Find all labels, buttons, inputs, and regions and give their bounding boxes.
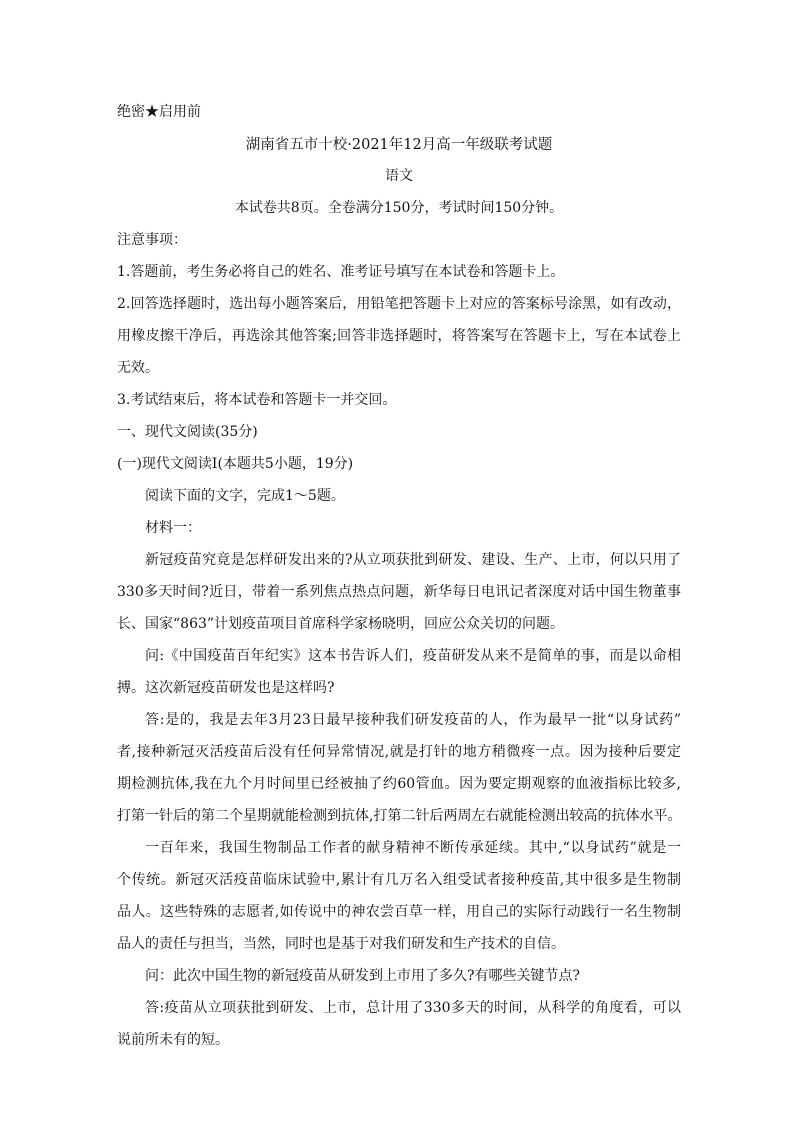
body-line: 新冠疫苗究竟是怎样研发出来的?从立项获批到研发、建设、生产、上市，何以只用了 xyxy=(145,552,681,568)
body-line: 答:疫苗从立项获批到研发、上市，总计用了330多天的时间，从科学的角度看，可以 xyxy=(145,1000,681,1016)
notes-heading: 注意事项： xyxy=(117,232,187,248)
material-label: 材料一： xyxy=(145,520,201,536)
body-line: 品人。这些特殊的志愿者,如传说中的神农尝百草一样，用自己的实际行动践行一名生物制 xyxy=(117,904,681,920)
note-item: 无效。 xyxy=(117,360,159,376)
section-heading: 一、现代文阅读(35分) xyxy=(117,424,258,440)
body-line: 搏。这次新冠疫苗研发也是这样吗? xyxy=(117,680,335,696)
note-item: 3.考试结束后，将本试卷和答题卡一并交回。 xyxy=(117,392,397,408)
body-line: 330多天时间?近日，带着一系列焦点热点问题，新华每日电讯记者深度对话中国生物董事 xyxy=(117,584,681,600)
body-line: 说前所未有的短。 xyxy=(117,1032,229,1048)
note-item: 2.回答选择题时，选出每小题答案后，用铅笔把答题卡上对应的答案标号涂黑，如有改动， xyxy=(117,296,681,312)
body-line: 者,接种新冠灭活疫苗后没有任何异常情况,就是打针的地方稍微疼一点。因为接种后要定 xyxy=(117,744,681,760)
body-line: 一百年来，我国生物制品工作者的献身精神不断传承延续。其中,“以身试药”就是一 xyxy=(145,840,681,856)
body-line: 期检测抗体,我在九个月时间里已经被抽了约60管血。因为要定期观察的血液指标比较多, xyxy=(117,776,681,792)
exam-title: 湖南省五市十校·2021年12月高一年级联考试题 xyxy=(245,137,553,153)
note-item: 1.答题前，考生务必将自己的姓名、准考证号填写在本试卷和答题卡上。 xyxy=(117,264,565,280)
reading-instruction: 阅读下面的文字，完成1～5题。 xyxy=(145,488,345,504)
exam-info: 本试卷共8页。全卷满分150分，考试时间150分钟。 xyxy=(234,200,564,216)
section-subheading: (一)现代文阅读I(本题共5小题，19分) xyxy=(117,456,354,472)
body-line: 个传统。新冠灭活疫苗临床试验中,累计有几万名入组受试者接种疫苗,其中很多是生物制 xyxy=(117,872,681,888)
body-line: 打第一针后的第二个星期就能检测到抗体,打第二针后两周左右就能检测出较高的抗体水平。 xyxy=(117,808,681,824)
body-line: 长、国家“863”计划疫苗项目首席科学家杨晓明，回应公众关切的问题。 xyxy=(117,616,565,632)
body-line: 品人的责任与担当，当然，同时也是基于对我们研发和生产技术的自信。 xyxy=(117,936,565,952)
subject-title: 语文 xyxy=(385,168,413,184)
body-line: 问:《中国疫苗百年纪实》这本书告诉人们，疫苗研发从来不是简单的事，而是以命相 xyxy=(145,648,681,664)
confidential-label: 绝密★启用前 xyxy=(117,104,201,120)
body-line: 答:是的，我是去年3月23日最早接种我们研发疫苗的人，作为最早一批“以身试药” xyxy=(145,712,681,728)
note-item: 用橡皮擦干净后，再选涂其他答案;回答非选择题时，将答案写在答题卡上，写在本试卷上 xyxy=(117,328,681,344)
body-line: 问：此次中国生物的新冠疫苗从研发到上市用了多久?有哪些关键节点? xyxy=(145,968,581,984)
